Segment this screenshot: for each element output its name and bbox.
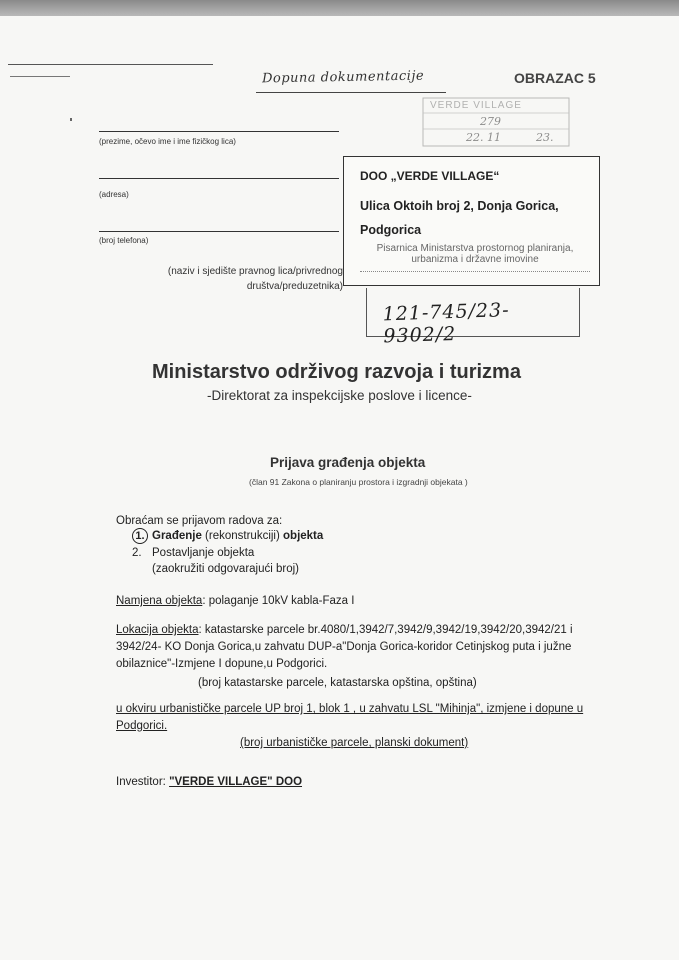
address-field-label: (adresa): [99, 190, 129, 199]
option-2: [132, 547, 254, 559]
handwritten-note: Dopuna dokumentacije: [261, 68, 425, 87]
scan-artifact-line: [8, 64, 213, 65]
entity-field-label: [120, 264, 343, 294]
investor-line: [116, 776, 302, 788]
form-title: Prijava građenja objekta: [270, 455, 426, 470]
option-1-mid: (rekonstrukciji): [201, 530, 284, 542]
investor-value: "VERDE VILLAGE" DOO: [169, 776, 303, 788]
registry-office-line2: urbanizma i državne imovine: [411, 254, 539, 265]
location-line1-value: : katastarske parcele br.4080/1,3942/7,3942/9,3942/19,3942/20,3942/21 i: [198, 624, 573, 636]
receipt-stamp-number: 279: [480, 115, 501, 128]
directorate-subtitle: -Direktorat za inspekcijske poslove i licence-: [207, 388, 472, 403]
scan-artifact-dot: [70, 118, 72, 121]
registration-box: [366, 288, 580, 348]
location-line-3: obilaznice"-Izmjene I dopune,u Podgorici.: [116, 658, 328, 670]
entity-label-line1: (naziv i sjedište pravnog lica/privrednog: [167, 266, 343, 277]
entity-label-line2: društva/preduzetnika): [246, 281, 343, 292]
purpose-value: : polaganje 10kV kabla-Faza I: [202, 595, 355, 607]
form-code: OBRAZAC 5: [514, 70, 596, 86]
receipt-stamp-date: 22. 11: [466, 131, 501, 144]
receipt-stamp-year: 23.: [536, 131, 554, 144]
receipt-stamp-text: VERDE VILLAGE: [430, 100, 522, 111]
option-note: (zaokružiti odgovarajući broj): [152, 563, 300, 575]
registry-office-line1: Pisarnica Ministarstva prostornog planiranja,: [376, 243, 574, 254]
urban-parcel-line-2: Podgorici.: [116, 720, 168, 732]
address-field-line: [99, 178, 339, 179]
location-line-1: [116, 624, 573, 636]
location-label: Lokacija objekta: [116, 624, 199, 636]
registration-number: 121-745/23-9302/2: [382, 299, 510, 348]
option-1-bold: Građenje: [152, 530, 202, 542]
purpose-line: [116, 595, 354, 607]
urban-parcel-line-1: u okviru urbanističke parcele UP broj 1, blok 1 , u zahvatu LSL "Mihinja", izmjene i dopune u: [116, 703, 584, 715]
location-note: (broj katastarske parcele, katastarska opština, opština): [198, 677, 477, 689]
phone-field-label: (broj telefona): [99, 236, 149, 245]
location-line-2: 3942/24- KO Donja Gorica,u zahvatu DUP-a"Donja Gorica-koridor Cetinjskog puta i južne: [116, 641, 572, 653]
name-field-line: [99, 131, 339, 132]
registry-stamp-divider: [360, 271, 590, 272]
phone-field-line: [99, 231, 339, 232]
purpose-label: Namjena objekta: [116, 595, 203, 607]
investor-label: Investitor:: [116, 776, 170, 788]
recipient-box: [343, 156, 600, 286]
handwritten-underline: [256, 92, 446, 93]
scan-artifact-line: [10, 76, 70, 77]
option-2-text: Postavljanje objekta: [152, 547, 255, 559]
option-2-number: 2.: [132, 547, 142, 559]
urban-parcel-note: (broj urbanističke parcele, planski dokument): [240, 737, 469, 749]
option-1-number-circled: 1.: [132, 528, 148, 544]
receipt-stamp: [422, 97, 572, 149]
recipient-street: Ulica Oktoih broj 2, Donja Gorica,: [360, 199, 559, 213]
scan-top-edge: [0, 0, 679, 16]
registry-office-stamp: [360, 243, 590, 265]
name-field-label: (prezime, očevo ime i ime fizičkog lica): [99, 137, 236, 146]
recipient-city: Podgorica: [360, 223, 422, 237]
legal-basis: (član 91 Zakona o planiranju prostora i izgradnji objekata ): [249, 477, 468, 487]
ministry-title: Ministarstvo održivog razvoja i turizma: [152, 361, 521, 383]
intro-text: Obraćam se prijavom radova za:: [116, 515, 283, 527]
option-1-end: objekta: [283, 530, 324, 542]
option-1: [132, 528, 323, 544]
recipient-name: DOO „VERDE VILLAGE“: [360, 169, 500, 183]
